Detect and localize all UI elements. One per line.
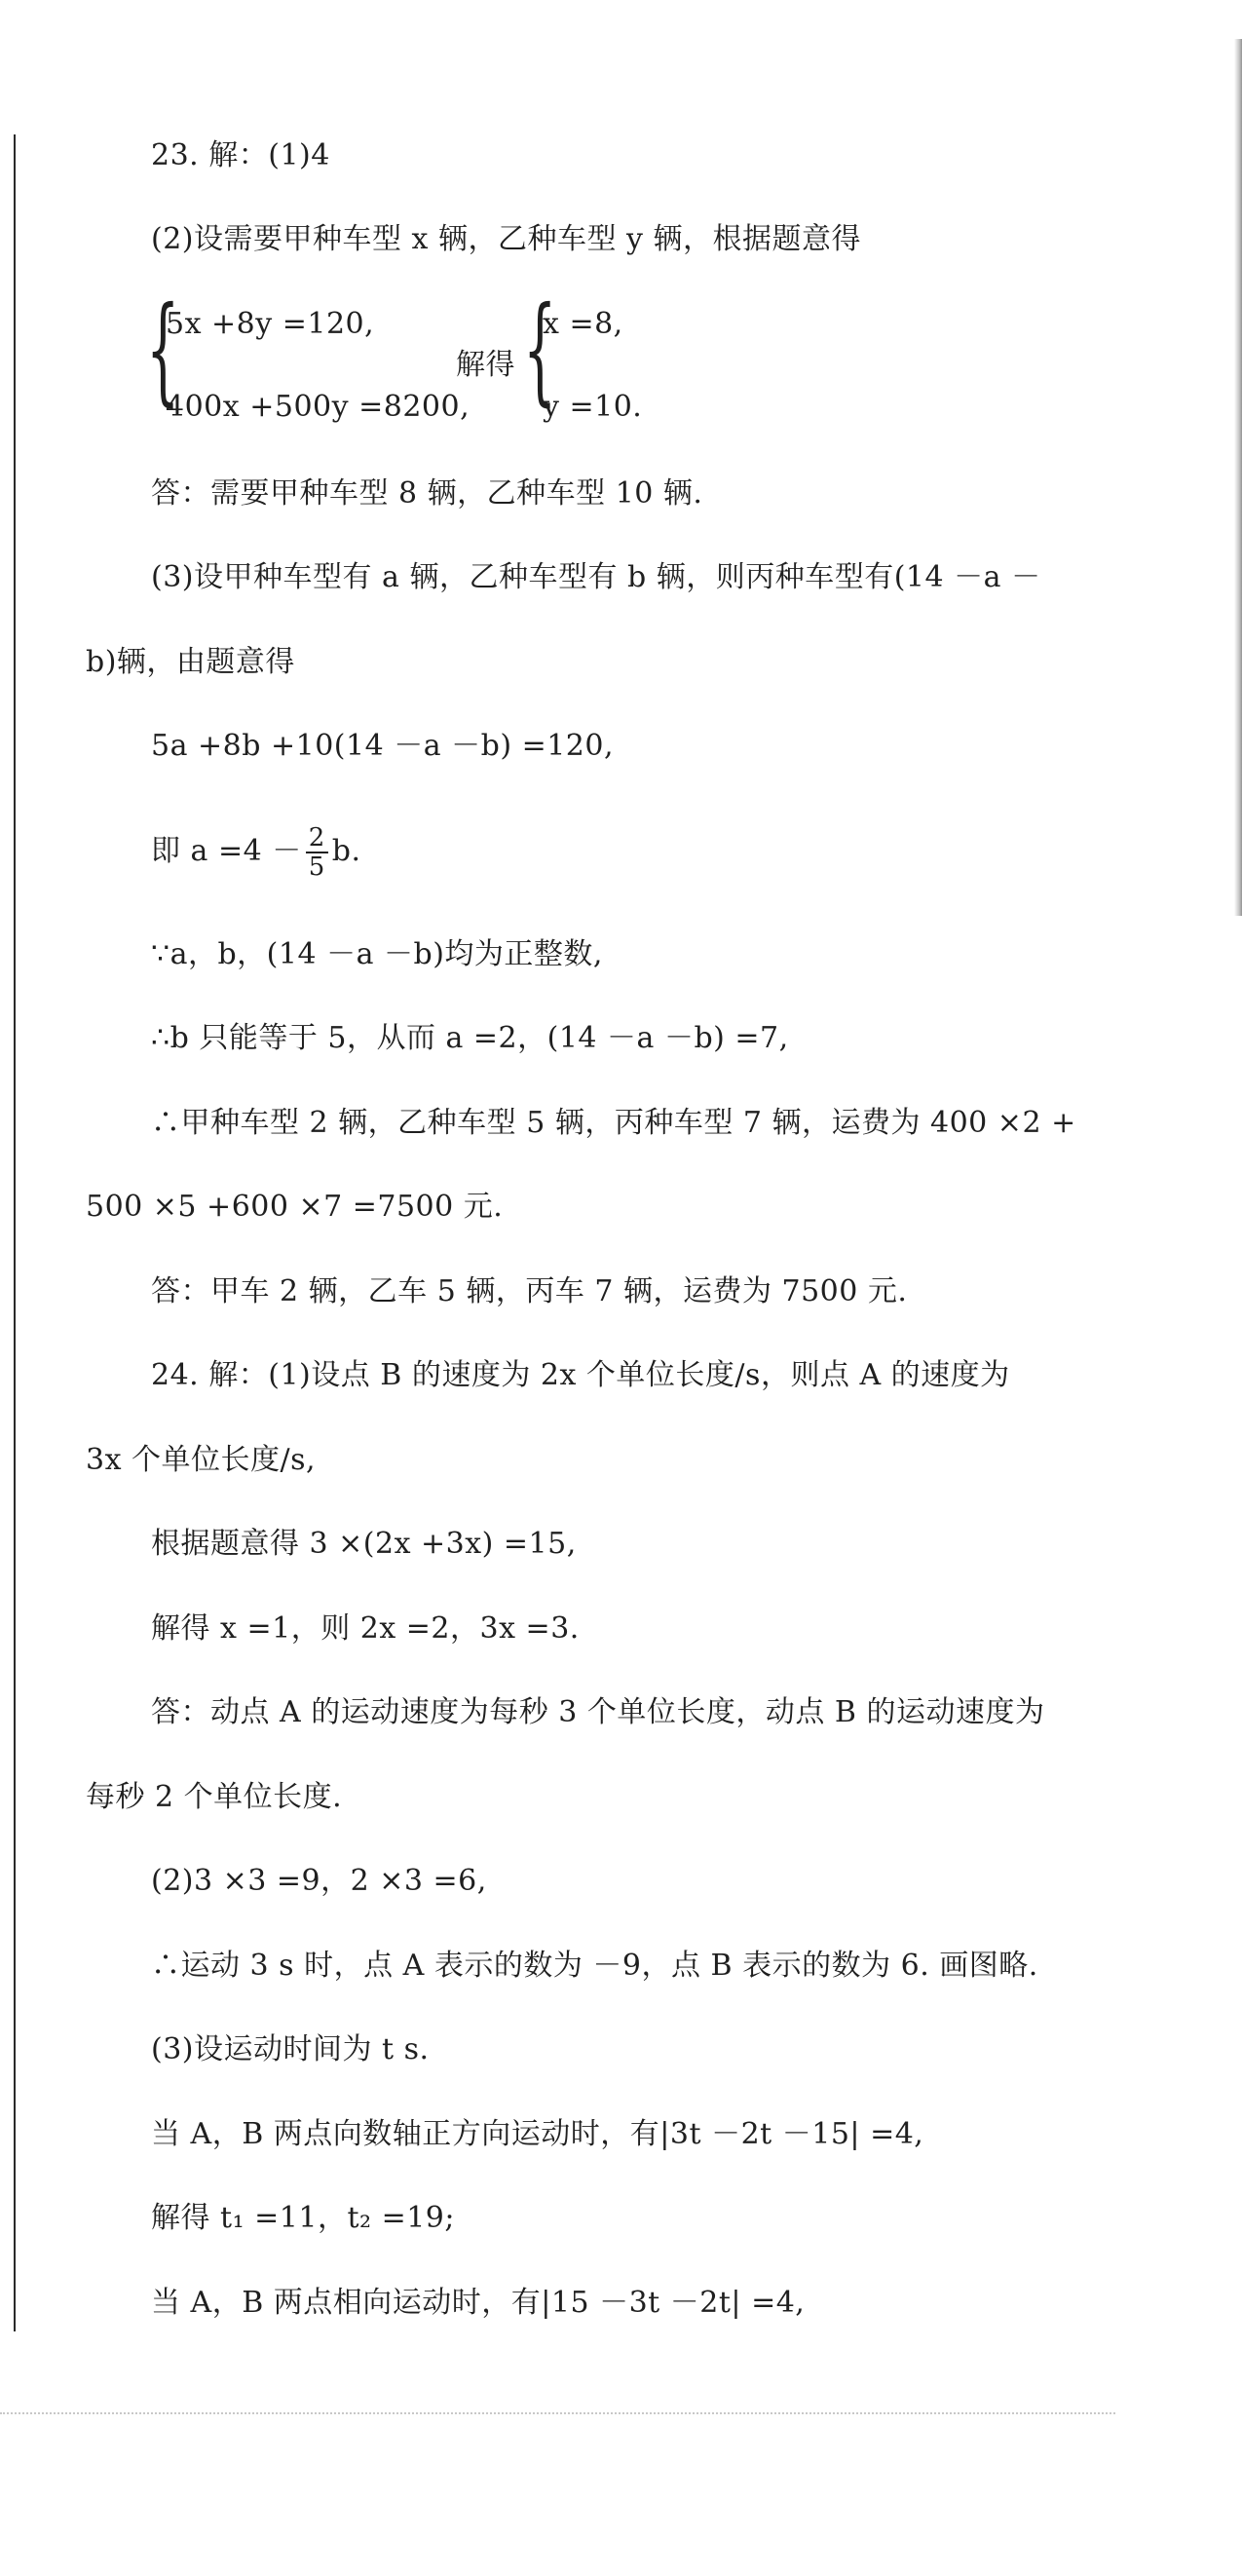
q24-case1-solution: 解得 t₁ =11，t₂ =19; — [151, 2201, 456, 2235]
q24-case2: 当 A，B 两点相向运动时，有|15 －3t －2t| =4, — [151, 2286, 806, 2320]
q24-equation: 根据题意得 3 ×(2x +3x) =15, — [151, 1527, 577, 1561]
q23-because: ∵a，b，(14 －a －b)均为正整数, — [151, 937, 603, 971]
q24-answer-part1: 答：动点 A 的运动速度为每秒 3 个单位长度，动点 B 的运动速度为 — [151, 1695, 1045, 1729]
q23-equation: 5a +8b +10(14 －a －b) =120, — [151, 729, 614, 763]
q23-rearranged — [151, 824, 361, 881]
q23-part3-setup-cont: b)辆，由题意得 — [86, 645, 295, 679]
q24-heading: 24. 解：(1)设点 B 的速度为 2x 个单位长度/s，则点 A 的速度为 — [151, 1358, 1010, 1392]
bottom-dotted-rule — [0, 2412, 1115, 2414]
page-edge-shadow — [1234, 39, 1242, 916]
q23-therefore-cost-cont: 500 ×5 +600 ×7 =7500 元. — [86, 1190, 504, 1224]
q23-part2-setup: (2)设需要甲种车型 x 辆，乙种车型 y 辆，根据题意得 — [151, 222, 862, 256]
q24-case1: 当 A，B 两点向数轴正方向运动时，有|3t －2t －15| =4, — [151, 2117, 924, 2151]
system2-brace: { — [523, 283, 557, 418]
fraction — [306, 824, 328, 881]
fraction-denominator: 5 — [308, 852, 325, 882]
q23-heading: 23. 解：(1)4 — [151, 138, 330, 172]
fraction-numerator: 2 — [306, 824, 328, 853]
q23-rearranged-pre: 即 a =4 － — [151, 834, 302, 868]
system2-eq1: x =8, — [543, 307, 623, 341]
q23-part3-setup: (3)设甲种车型有 a 辆，乙种车型有 b 辆，则丙种车型有(14 －a － — [151, 560, 1041, 594]
system1-brace: { — [146, 283, 180, 418]
q24-heading-cont: 3x 个单位长度/s, — [86, 1443, 317, 1477]
system1-eq2: 400x +500y =8200, — [166, 390, 470, 424]
q23-answer-part2: 答：需要甲种车型 8 辆，乙种车型 10 辆. — [151, 476, 703, 511]
q23-rearranged-post: b. — [331, 834, 361, 868]
q24-part2: (2)3 ×3 =9，2 ×3 =6, — [151, 1864, 487, 1898]
system2-eq2: y =10. — [543, 390, 643, 424]
q23-therefore-cost: ∴甲种车型 2 辆，乙种车型 5 辆，丙种车型 7 辆，运费为 400 ×2 + — [151, 1106, 1076, 1140]
q23-therefore-b: ∴b 只能等于 5，从而 a =2，(14 －a －b) =7, — [151, 1021, 789, 1055]
q24-part2-result: ∴运动 3 s 时，点 A 表示的数为 －9，点 B 表示的数为 6. 画图略. — [151, 1949, 1038, 1983]
q23-final-answer: 答：甲车 2 辆，乙车 5 辆，丙车 7 辆，运费为 7500 元. — [151, 1274, 908, 1308]
q24-part3-setup: (3)设运动时间为 t s. — [151, 2032, 430, 2066]
q24-solution: 解得 x =1，则 2x =2，3x =3. — [151, 1611, 580, 1646]
q24-answer-part1-cont: 每秒 2 个单位长度. — [86, 1780, 343, 1814]
left-margin-rule — [14, 134, 16, 2331]
system1-eq1: 5x +8y =120, — [166, 307, 375, 341]
solve-word: 解得 — [456, 348, 515, 382]
